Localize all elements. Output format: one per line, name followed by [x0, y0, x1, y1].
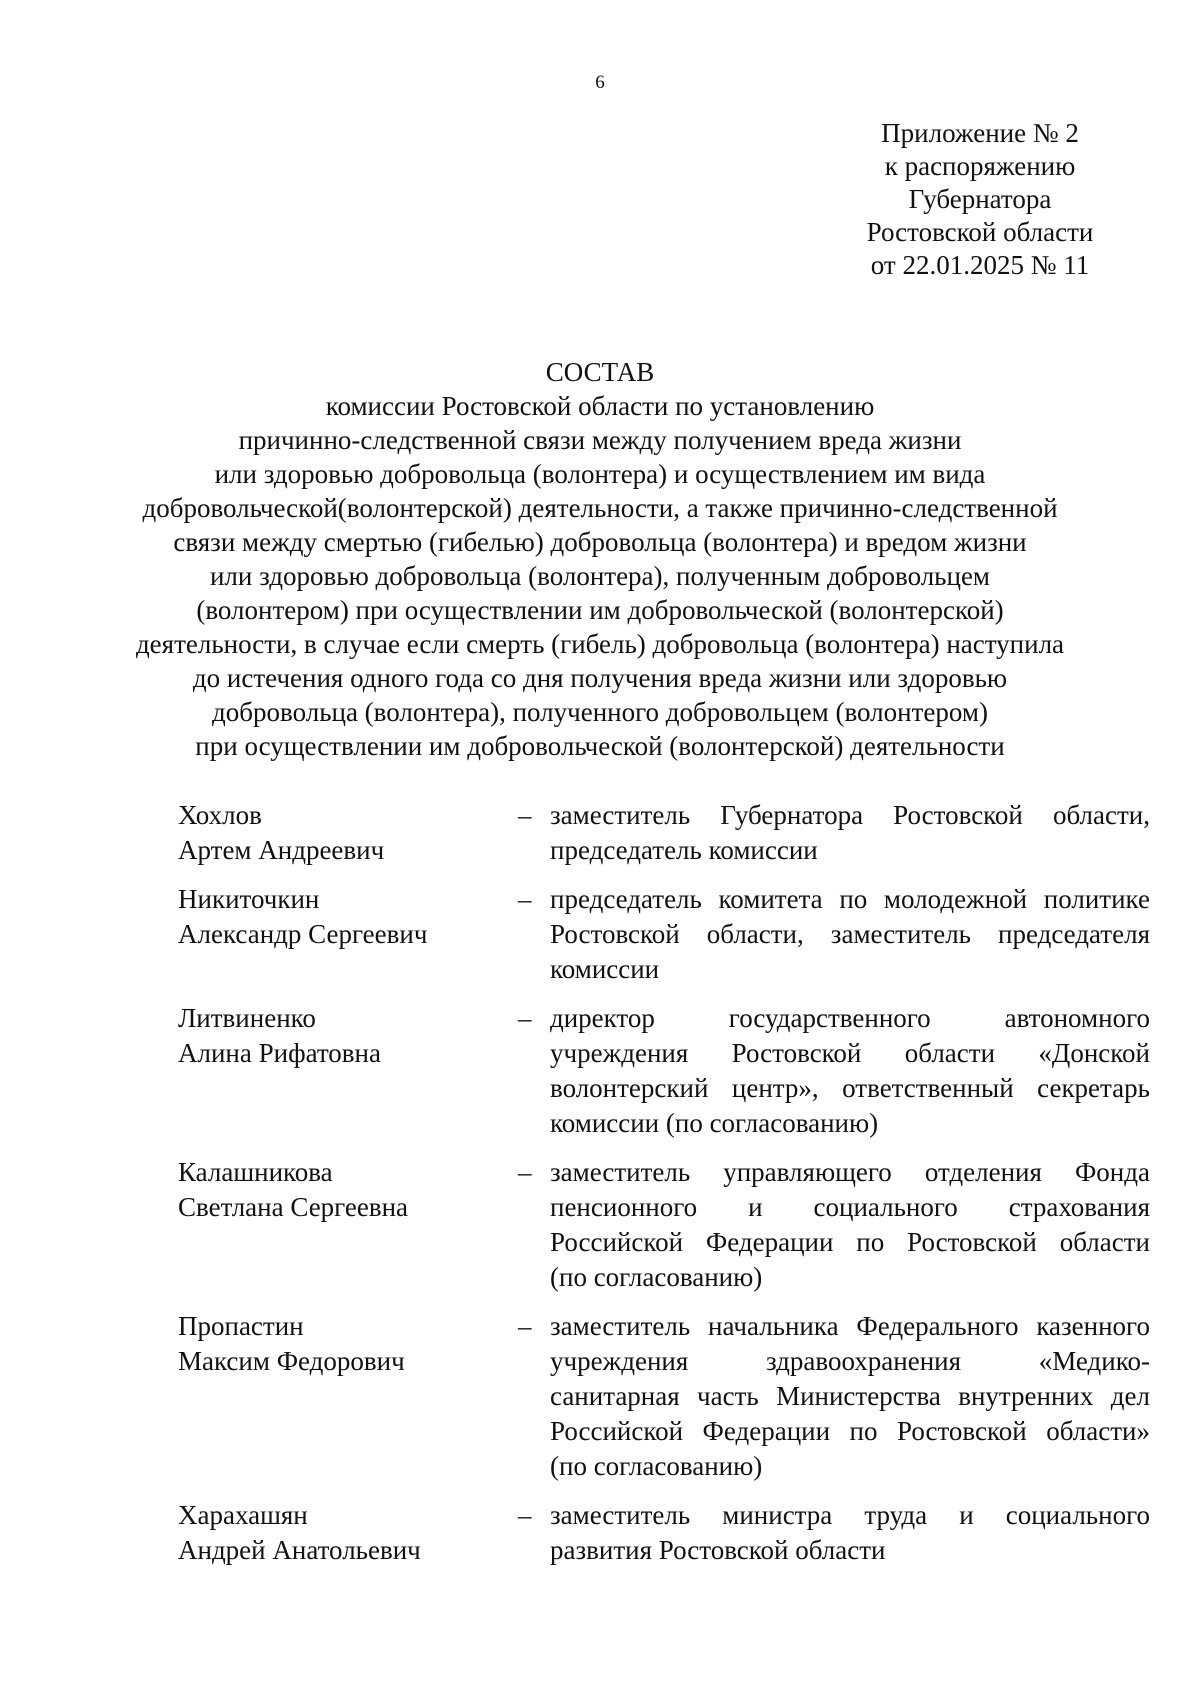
- role-word: области,: [706, 919, 804, 949]
- title-line: деятельности, в случае если смерть (гибель) добровольца (волонтера) наступила: [135, 629, 1065, 659]
- role-line: [550, 1498, 1150, 1533]
- role-word: по: [839, 884, 868, 914]
- dash-separator: –: [518, 1157, 532, 1187]
- role-word: области: [904, 1038, 996, 1068]
- document-title: [100, 356, 1100, 763]
- page-number: 6: [595, 72, 605, 93]
- role-word: области,: [1052, 800, 1150, 830]
- member-given-name: Андрей Анатольевич: [178, 1535, 421, 1565]
- role-word: Ростовской: [907, 1227, 1037, 1257]
- role-line: развития Ростовской области: [550, 1535, 886, 1565]
- title-line: добровольца (волонтера), полученного добровольцем (волонтером): [212, 697, 988, 727]
- title-line: комиссии Ростовской области по установлению: [325, 391, 875, 421]
- role-word: заместитель: [550, 1500, 691, 1530]
- member-role: [550, 798, 1150, 868]
- role-word: социального: [1005, 1500, 1150, 1530]
- role-line: [550, 917, 1150, 952]
- member-given-name: Алина Рифатовна: [178, 1038, 381, 1068]
- role-line: [550, 1036, 1150, 1071]
- dash-separator: –: [518, 884, 532, 914]
- role-line: комиссии (по согласованию): [550, 1108, 879, 1138]
- role-word: Российской: [550, 1416, 684, 1446]
- member-given-name: Светлана Сергеевна: [178, 1192, 409, 1222]
- member-name: [178, 798, 518, 868]
- role-word: учреждения: [550, 1038, 689, 1068]
- role-word: Федерации: [705, 1227, 834, 1257]
- title-line: добровольческой(волонтерской) деятельности, а также причинно-следственной: [142, 493, 1058, 523]
- appendix-block: [830, 117, 1130, 282]
- role-word: Федерального: [856, 1311, 1019, 1341]
- title-line: (волонтером) при осуществлении им добровольческой (волонтерской): [196, 595, 1004, 625]
- title-heading: СОСТАВ: [545, 357, 655, 387]
- member-name: [178, 1001, 518, 1141]
- member-surname: Хохлов: [178, 800, 262, 830]
- role-word: заместитель: [550, 1157, 691, 1187]
- member-name: [178, 882, 518, 987]
- member-name: [178, 1309, 518, 1484]
- role-line: (по согласованию): [550, 1451, 763, 1481]
- member-row: [178, 882, 1153, 987]
- member-role: [550, 1001, 1150, 1141]
- dash-separator: –: [518, 800, 532, 830]
- member-row: [178, 1155, 1153, 1295]
- role-word: начальника: [708, 1311, 839, 1341]
- role-word: Ростовской: [731, 1038, 862, 1068]
- role-line: [550, 882, 1150, 917]
- role-word: автономного: [1004, 1003, 1150, 1033]
- role-word: по: [856, 1227, 885, 1257]
- member-surname: Пропастин: [178, 1311, 304, 1341]
- role-line: [550, 1071, 1150, 1106]
- role-word: и: [748, 1192, 763, 1222]
- title-line: или здоровью добровольца (волонтера), полученным добровольцем: [209, 561, 991, 591]
- title-line: до истечения одного года со дня получения вреда жизни или здоровью: [192, 663, 1008, 693]
- role-word: Губернатора: [720, 800, 864, 830]
- member-row: [178, 798, 1153, 868]
- role-word: области: [1059, 1227, 1150, 1257]
- title-subtitle: [100, 389, 1100, 763]
- role-word: государственного: [728, 1003, 931, 1033]
- role-line: [550, 1001, 1150, 1036]
- title-line: или здоровью добровольца (волонтера) и осуществлением им вида: [214, 459, 986, 489]
- dash-separator: –: [518, 1003, 532, 1033]
- role-word: центр»,: [731, 1073, 819, 1103]
- role-word: «Донской: [1038, 1038, 1150, 1068]
- title-line: при осуществлении им добровольческой (волонтерской) деятельности: [195, 731, 1005, 761]
- role-word: министра: [722, 1500, 833, 1530]
- role-word: и: [959, 1500, 974, 1530]
- role-word: санитарная: [550, 1381, 680, 1411]
- role-line: [550, 1155, 1150, 1190]
- appendix-line: Приложение № 2: [881, 118, 1079, 148]
- role-line: [550, 1414, 1150, 1449]
- appendix-line: к распоряжению: [884, 151, 1076, 181]
- dash-separator: –: [518, 1311, 532, 1341]
- member-given-name: Максим Федорович: [178, 1346, 405, 1376]
- member-row: [178, 1498, 1153, 1568]
- appendix-line: Губернатора: [908, 184, 1052, 214]
- role-word: заместитель: [550, 1311, 691, 1341]
- role-word: «Медико-: [1038, 1346, 1150, 1376]
- role-line: [550, 1344, 1150, 1379]
- member-given-name: Артем Андреевич: [178, 835, 385, 865]
- role-word: здравоохранения: [766, 1346, 962, 1376]
- role-line: комиссии: [550, 954, 660, 984]
- role-word: председатель: [550, 884, 702, 914]
- role-word: комитета: [718, 884, 823, 914]
- role-line: [550, 798, 1150, 833]
- role-word: волонтерский: [550, 1073, 709, 1103]
- role-word: Ростовской: [550, 919, 680, 949]
- title-line: причинно-следственной связи между получением вреда жизни: [238, 425, 962, 455]
- role-word: внутренних: [958, 1381, 1094, 1411]
- members-list: [178, 798, 1153, 1582]
- role-word: секретарь: [1037, 1073, 1150, 1103]
- role-line: [550, 1190, 1150, 1225]
- role-word: дел: [1110, 1381, 1150, 1411]
- member-surname: Калашникова: [178, 1157, 333, 1187]
- member-given-name: Александр Сергеевич: [178, 919, 428, 949]
- member-role: [550, 1309, 1150, 1484]
- role-line: [550, 1225, 1150, 1260]
- member-role: [550, 1155, 1150, 1295]
- member-surname: Литвиненко: [178, 1003, 316, 1033]
- role-word: Российской: [550, 1227, 684, 1257]
- role-word: директор: [550, 1003, 655, 1033]
- role-word: управляющего: [723, 1157, 892, 1187]
- role-line: [550, 1309, 1150, 1344]
- member-role: [550, 1498, 1150, 1568]
- role-word: часть: [697, 1381, 759, 1411]
- role-line: [550, 1379, 1150, 1414]
- role-word: труда: [864, 1500, 928, 1530]
- role-word: заместитель: [830, 919, 971, 949]
- role-word: ответственный: [842, 1073, 1014, 1103]
- role-word: пенсионного: [550, 1192, 698, 1222]
- member-row: [178, 1001, 1153, 1141]
- dash-separator: –: [518, 1500, 532, 1530]
- role-line: председатель комиссии: [550, 835, 818, 865]
- member-role: [550, 882, 1150, 987]
- member-name: [178, 1498, 518, 1568]
- appendix-line: Ростовской области: [866, 217, 1094, 247]
- role-word: молодежной: [883, 884, 1028, 914]
- role-word: Министерства: [776, 1381, 941, 1411]
- role-word: председателя: [998, 919, 1150, 949]
- role-word: Ростовской: [896, 1416, 1027, 1446]
- role-word: области»: [1046, 1416, 1150, 1446]
- role-word: страхования: [1008, 1192, 1150, 1222]
- member-row: [178, 1309, 1153, 1484]
- role-word: отделения: [924, 1157, 1042, 1187]
- member-surname: Никиточкин: [178, 884, 320, 914]
- role-word: политике: [1043, 884, 1150, 914]
- role-word: заместитель: [550, 800, 691, 830]
- role-word: учреждения: [550, 1346, 689, 1376]
- role-word: по: [849, 1416, 878, 1446]
- role-word: казенного: [1036, 1311, 1150, 1341]
- role-line: (по согласованию): [550, 1262, 763, 1292]
- member-surname: Харахашян: [178, 1500, 308, 1530]
- role-word: Ростовской: [893, 800, 1023, 830]
- appendix-line: от 22.01.2025 № 11: [870, 250, 1090, 280]
- title-line: связи между смертью (гибелью) добровольца (волонтера) и вредом жизни: [173, 527, 1027, 557]
- role-word: социального: [813, 1192, 958, 1222]
- role-word: Фонда: [1074, 1157, 1150, 1187]
- role-word: Федерации: [702, 1416, 831, 1446]
- member-name: [178, 1155, 518, 1295]
